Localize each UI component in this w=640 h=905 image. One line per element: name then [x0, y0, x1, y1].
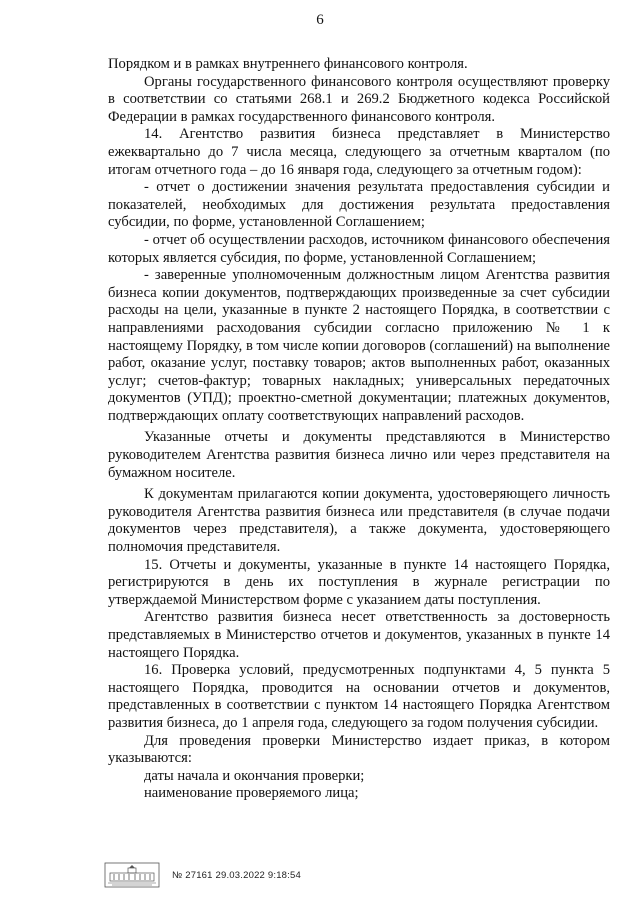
- registration-stamp: № 27161 29.03.2022 9:18:54: [172, 869, 301, 881]
- list-item: даты начала и окончания проверки;: [144, 767, 365, 784]
- document-footer: [104, 862, 301, 888]
- paragraph: - отчет об осуществлении расходов, источником финансового обеспечения которых является субсидия, по форме, установленной Соглашением;: [108, 231, 610, 266]
- document-body: [108, 56, 610, 803]
- paragraph: - отчет о достижении значения результата предоставления субсидии и показателей, необходимых для достижения результата предоставления субсидии, по форме, установленной Соглашением;: [108, 179, 610, 231]
- paragraph: Порядком и в рамках внутреннего финансового контроля.: [108, 56, 468, 72]
- paragraph: К документам прилагаются копии документа, удостоверяющего личность руководителя Агентства развития бизнеса или представителя (в случае подачи документов через представителя), а также документа, удостоверяющего полномочия представителя.: [108, 486, 610, 556]
- paragraph: - заверенные уполномоченным должностным лицом Агентства развития бизнеса копии документов, подтверждающих произведенные за счет субсидии расходы на цели, указанные в пункте 2 настоящего Порядка, в соответствии с направлениями расходования субсидии согласно приложению № 1 к настоящему Порядку, в том числе копии договоров (соглашений) на выполнение работ, оказание услуг, поставку товаров; актов выполненных работ, оказанных услуг; счетов-фактур; товарных накладных; универсальных передаточных документов (УПД); проектно-сметной документации; платежных документов, подтверждающих оплату соответствующих направлений расходов.: [108, 267, 610, 424]
- paragraph: 16. Проверка условий, предусмотренных подпунктами 4, 5 пункта 5 настоящего Порядка, проводится на основании отчетов и документов, представленных в соответствии с пунктом 14 настоящего Порядка Агентством развития бизнеса, до 1 апреля года, следующего за годом получения субсидии.: [108, 662, 610, 731]
- list-item: наименование проверяемого лица;: [144, 785, 359, 802]
- paragraph: Для проведения проверки Министерство издает приказ, в котором указываются:: [108, 732, 610, 767]
- paragraph: Указанные отчеты и документы представляются в Министерство руководителем Агентства развития бизнеса лично или через представителя на бумажном носителе.: [108, 429, 610, 481]
- paragraph: 14. Агентство развития бизнеса представляет в Министерство ежеквартально до 7 числа месяца, следующего за отчетным кварталом (по итогам отчетного года – до 16 января года, следующего за отчетным годом):: [108, 126, 610, 178]
- paragraph: Органы государственного финансового контроля осуществляют проверку в соответствии со статьями 268.1 и 269.2 Бюджетного кодекса Российской Федерации в рамках государственного финансового контроля.: [108, 73, 610, 125]
- page-number: 6: [316, 12, 324, 28]
- paragraph: Агентство развития бизнеса несет ответственность за достоверность представляемых в Министерство отчетов и документов, указанных в пункте 14 настоящего Порядка.: [108, 609, 610, 661]
- paragraph: 15. Отчеты и документы, указанные в пункте 14 настоящего Порядка, регистрируются в день их поступления в журнале регистрации по утверждаемой Министерством форме с указанием даты поступления.: [108, 556, 610, 608]
- government-building-logo: [104, 862, 160, 888]
